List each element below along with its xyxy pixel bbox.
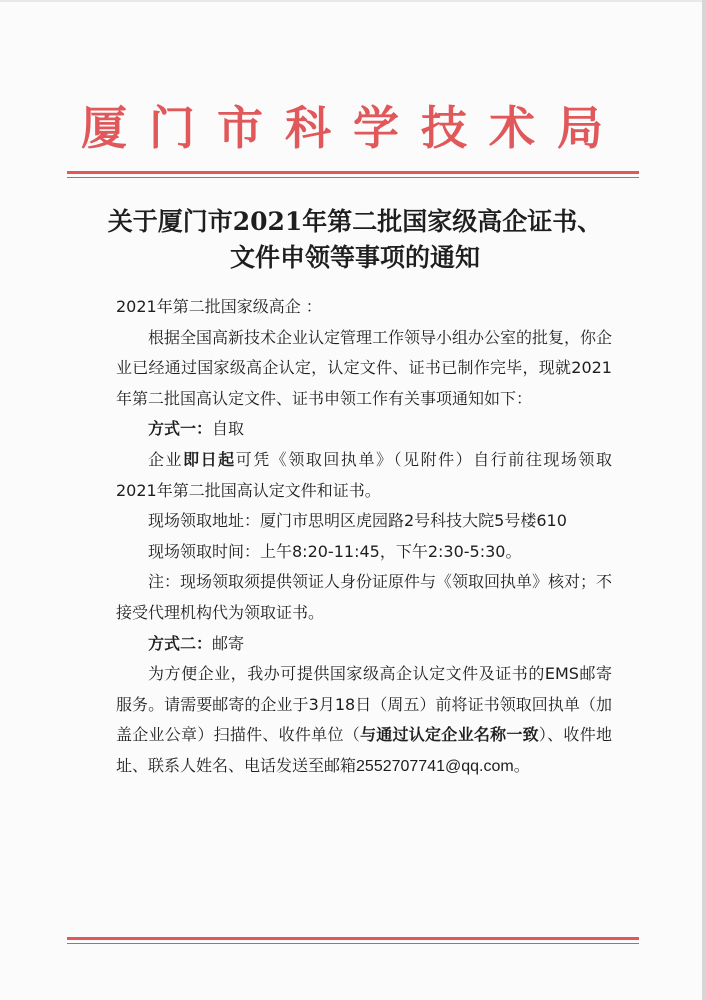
method-2-text-end: 。 xyxy=(513,755,530,775)
pickup-address: 现场领取地址：厦门市思明区虎园路2号科技大院5号楼610 xyxy=(148,511,567,531)
pickup-note: 注：现场领取须提供领证人身份证原件与《领取回执单》核对；不接受代理机构代为领取证书。 xyxy=(116,572,613,622)
footer-rule xyxy=(67,937,639,944)
notice-title xyxy=(90,204,620,276)
letterhead: 厦门市科学技术局 xyxy=(81,101,625,155)
method-2-type: 邮寄 xyxy=(212,633,245,653)
pickup-hours: 现场领取时间：上午8:20-11:45，下午2:30-5:30。 xyxy=(148,541,522,561)
method-1-text-c: 可凭《领取回执单》（见附件）自行前往现场领取2021年第二批国高认定文件和证书。 xyxy=(116,449,612,500)
notice-title-line-1: 关于厦门市2021年第二批国家级高企证书、 xyxy=(107,207,603,236)
method-2-heading xyxy=(116,629,612,660)
footer-rule-thick xyxy=(67,937,639,940)
salutation: 2021年第二批国家级高企 ： xyxy=(116,297,322,316)
method-2-text-a: 为方便企业，我办可提供国家级高企认定文件及证书的EMS邮寄服务。请需要邮寄的企业于3月18日（周五）前将证书领取回执单（加盖企业公章）扫描件、收件单位（ xyxy=(116,664,612,745)
letterhead-rule-thin xyxy=(67,177,639,178)
method-1-label: 方式一： xyxy=(148,419,213,439)
letterhead-rule xyxy=(67,171,639,178)
intro-paragraph: 根据全国高新技术企业认定管理工作领导小组办公室的批复，你企业已经通过国家级高企认定，认定文件、证书已制作完毕，现就2021年第二批国高认定文件、证书申领工作有关事项通知如下： xyxy=(116,327,613,408)
letterhead-rule-thick xyxy=(67,171,639,174)
notice-body xyxy=(116,292,612,783)
method-2-text-bold: 与通过认定企业名称一致 xyxy=(359,725,539,745)
method-2-label: 方式二： xyxy=(148,633,213,653)
method-2-text-c: ）、收件地址、联系人姓名、电话发送至邮箱 xyxy=(116,725,612,775)
method-1-text-a: 企业 xyxy=(148,449,184,469)
method-2-paragraph xyxy=(116,659,612,782)
method-1-heading xyxy=(116,414,612,445)
contact-email: 2552707741@qq.com xyxy=(356,757,514,775)
footer-rule-thin xyxy=(67,943,639,944)
notice-title-line-2: 文件申领等事项的通知 xyxy=(229,243,480,272)
method-1-type: 自取 xyxy=(212,419,245,439)
method-1-text-bold: 即日起 xyxy=(183,449,236,469)
page-top-edge xyxy=(0,0,706,2)
method-1-paragraph xyxy=(116,445,612,506)
